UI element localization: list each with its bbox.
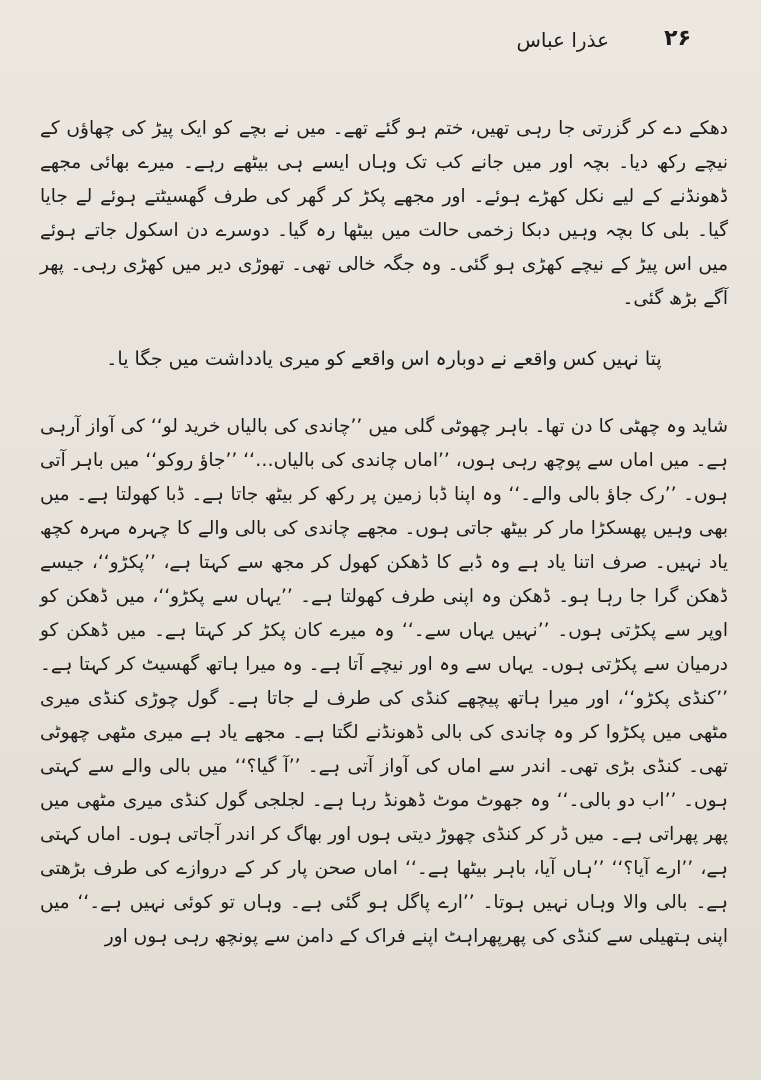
- page-header: [0, 24, 761, 64]
- paragraph-text: شاید وہ چھٹی کا دن تھا۔ باہر چھوٹی گلی میں ’’چاندی کی بالیاں خرید لو‘‘ کی آواز آرہی ہے۔ میں اماں سے پوچھ رہی ہوں، ’’اماں چاندی کی بالیاں…‘‘ ’’جاؤ روکو‘‘ میں باہر آتی ہوں۔ ’’رک جاؤ بالی والے۔‘‘ وہ اپنا ڈبا زمین پر رکھ کر بیٹھ جاتا ہے۔ ڈبا کھولتا ہے۔ میں بھی وہیں پھسکڑا مار کر بیٹھ جاتی ہوں۔ مجھے چاندی کی بالی والے کا چہرہ مہرہ کچھ یاد نہیں۔ صرف اتنا یاد ہے وہ ڈبے کا ڈھکن کھول کر مجھ سے کہتا ہے، ’’پکڑو‘‘، جیسے ڈھکن گرا جا رہا ہو۔ ڈھکن وہ اپنی طرف کھولتا ہے۔ ’’یہاں سے پکڑو‘‘، میں ڈھکن کو اوپر سے پکڑتی ہوں۔ ’’نہیں یہاں سے۔‘‘ وہ میرے کان پکڑ کر کہتا ہے۔ میں ڈھکن کو درمیان سے پکڑتی ہوں۔ یہاں سے وہ اور نیچے آتا ہے۔ وہ میرا ہاتھ گھسیٹ کر کہتا ہے۔ ’’کنڈی پکڑو‘‘، اور میرا ہاتھ پیچھے کنڈی کی طرف لے جاتا ہے۔ گول چوڑی کنڈی میری مٹھی میں پکڑوا کر وہ چاندی کی بالی ڈھونڈنے لگتا ہے۔ مجھے یاد ہے میری مٹھی چھوٹی تھی۔ کنڈی بڑی تھی۔ اندر سے اماں کی آواز آتی ہے۔ ’’آ گیا؟‘‘ میں بالی والے سے کہتی ہوں۔ ’’اب دو بالی۔‘‘ وہ جھوٹ موٹ ڈھونڈ رہا ہے۔ لجلجی گول کنڈی میری مٹھی میں پھر پھراتی ہے۔ میں ڈر کر کنڈی چھوڑ دیتی ہوں اور بھاگ کر اندر آجاتی ہوں۔ اماں کہتی ہے، ’’ارے آیا؟‘‘ ’’ہاں آیا، باہر بیٹھا ہے۔‘‘ اماں صحن پار کر کے دروازے کی طرف بڑھتی ہے۔ بالی والا وہاں نہیں ہوتا۔ ’’ارے پاگل ہو گئی ہے۔ وہاں تو کوئی نہیں ہے۔‘‘ میں اپنی ہتھیلی سے کنڈی کی پھرپھراہٹ اپنے فراک کے دامن سے پونچھ رہی ہوں اور: [40, 416, 728, 947]
- paragraph-text: دھکے دے کر گزرتی جا رہی تھیں، ختم ہو گئے تھے۔ میں نے بچے کو ایک پیڑ کی چھاؤں کے نیچے رکھ دیا۔ بچہ اور میں جانے کب تک وہاں ایسے ہی بیٹھے رہے۔ میرے بھائی مجھے ڈھونڈنے کے لیے نکل کھڑے ہوئے۔ اور مجھے پکڑ کر گھر کی طرف گھسیٹتے ہوئے لے جایا گیا۔ بلی کا بچہ وہیں دبکا زخمی حالت میں بیٹھا رہ گیا۔ دوسرے دن اسکول جاتے ہوئے میں اس پیڑ کے نیچے کھڑی ہو گئی۔ وہ جگہ خالی تھی۔ تھوڑی دیر میں کھڑی رہی۔ پھر آگے بڑھ گئی۔: [40, 118, 728, 309]
- page-number: ۲۶: [664, 26, 691, 51]
- running-head-author: عذرا عباس: [516, 28, 609, 52]
- paragraph-2: [40, 342, 728, 376]
- paragraph-text: پتا نہیں کس واقعے نے دوبارہ اس واقعے کو میری یادداشت میں جگا یا۔: [106, 348, 662, 370]
- paragraph-3: [40, 410, 728, 954]
- paragraph-1: [40, 112, 728, 316]
